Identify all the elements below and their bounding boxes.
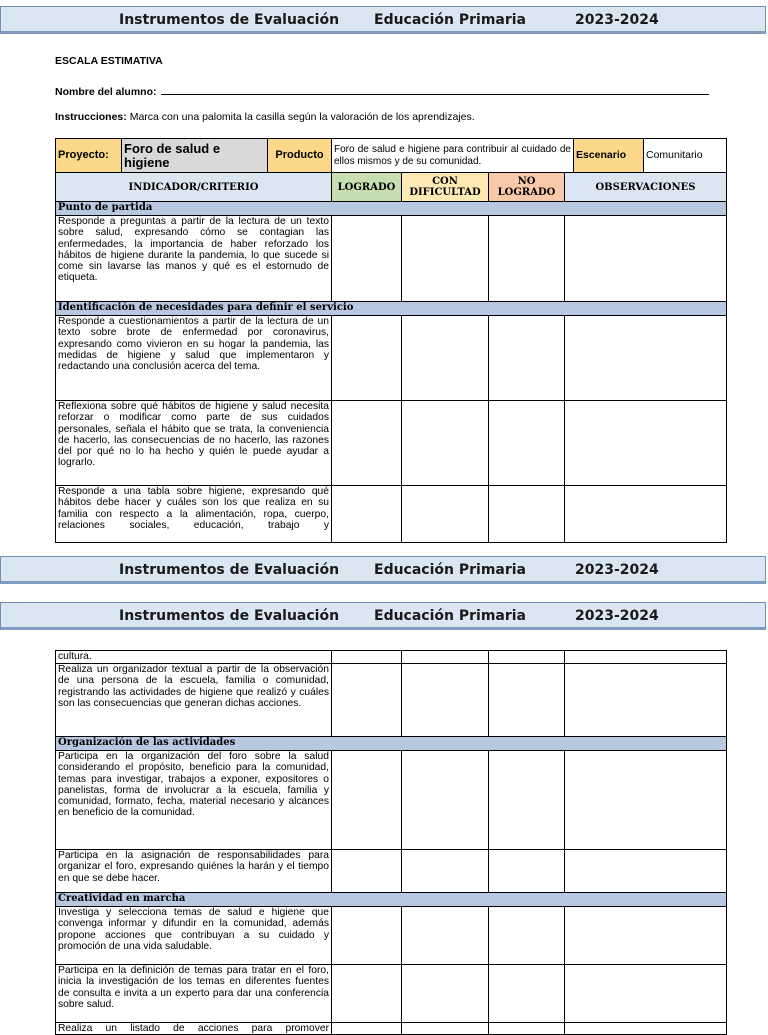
column-header-row [56,173,727,202]
section-row [56,893,727,907]
criterion-text: Participa en la asignación de responsabilidades para organizar el foro, expresando quiénes la harán y el tiempo en que se debe hacer. [56,850,332,893]
achieved-cell[interactable] [332,486,402,543]
instructions-text: Marca con una palomita la casilla según la valoración de los aprendizajes. [129,111,475,123]
observations-cell[interactable] [565,216,727,302]
achieved-cell[interactable] [332,651,402,664]
scale-title: ESCALA ESTIMATIVA [55,55,163,67]
student-name-line [55,84,709,98]
observations-cell[interactable] [565,1023,727,1035]
header-title: Instrumentos de Evaluación [119,608,340,624]
section-row [56,737,727,751]
observations-cell[interactable] [565,486,727,543]
col-observations: OBSERVACIONES [565,173,727,202]
not-achieved-cell[interactable] [489,401,565,486]
not-achieved-cell[interactable] [489,651,565,664]
header-year: 2023-2024 [575,12,659,28]
criterion-text: Participa en la definición de temas para tratar en el foro, inicia la investigación de los temas en diferentes fuentes de consulta e invita a un experto para dar una conferencia sobre salud. [56,965,332,1023]
criterion-text: Realiza un listado de acciones para promover [56,1023,332,1035]
observations-cell[interactable] [565,316,727,401]
evaluation-table-page1 [55,172,727,543]
criterion-text: Reflexiona sobre qué hábitos de higiene y salud necesita reforzar o modificar como parte de sus cuidados personales, señala el hábito que se trata, la conveniencia de hacerlo, las consecuencias de no hacerlo, las razones del por qué no lo ha hecho y quién le puede ayudar a lograrlo. [56,401,332,486]
criterion-text: Responde a una tabla sobre higiene, expresando qué hábitos debe hacer y cuáles son los que realiza en su familia con respecto a la alimentación, ropa, cuerpo, relaciones sociales, educación, trabajo y [56,486,332,543]
section-row [56,202,727,216]
achieved-cell[interactable] [332,1023,402,1035]
criterion-text: Participa en la organización del foro sobre la salud considerando el propósito, beneficio para la comunidad, temas para investigar, trabajos a exponer, expositores o panelistas, forma de involucrar a la escuela, familia y comunidad, formato, fecha, material necesario y alcances en beneficio de la comunidad. [56,751,332,850]
table-row [56,965,727,1023]
criterion-text: cultura. [56,651,332,664]
header-year: 2023-2024 [575,608,659,624]
student-name-field[interactable] [161,84,709,95]
table-row [56,1023,727,1035]
producto-value: Foro de salud e higiene para contribuir al cuidado de ellos mismos y de su comunidad. [332,139,574,173]
criterion-text: Realiza un organizador textual a partir de la observación de una persona de la escuela, familia o comunidad, registrando las actividades de higiene que realizó y cuáles son las consecuencias que generan dichas acciones. [56,664,332,737]
criterion-text: Responde a preguntas a partir de la lectura de un texto sobre salud, expresando cómo se contagian las enfermedades, la importancia de haber reforzado los hábitos de higiene durante la pandemia, lo que sucede si come sin lavarse las manos y qué es el estornudo de etiqueta. [56,216,332,302]
not-achieved-cell[interactable] [489,751,565,850]
student-label: Nombre del alumno: [55,86,157,98]
col-achieved: LOGRADO [332,173,402,202]
page-header [0,6,766,34]
observations-cell[interactable] [565,664,727,737]
section-title: Organización de las actividades [56,737,727,751]
not-achieved-cell[interactable] [489,965,565,1023]
difficulty-cell[interactable] [402,907,489,965]
header-year: 2023-2024 [575,562,659,578]
table-row [56,907,727,965]
difficulty-cell[interactable] [402,486,489,543]
table-row [56,316,727,401]
header-title: Instrumentos de Evaluación [119,562,340,578]
table-row [56,751,727,850]
table-row [56,664,727,737]
difficulty-cell[interactable] [402,1023,489,1035]
col-not-achieved: NO LOGRADO [489,173,565,202]
difficulty-cell[interactable] [402,965,489,1023]
observations-cell[interactable] [565,751,727,850]
not-achieved-cell[interactable] [489,850,565,893]
difficulty-cell[interactable] [402,216,489,302]
project-table [55,138,727,173]
header-title: Instrumentos de Evaluación [119,12,340,28]
header-level: Educación Primaria [374,12,527,28]
observations-cell[interactable] [565,907,727,965]
criterion-text: Investiga y selecciona temas de salud e higiene que convenga informar y difundir en la comunidad, además propone acciones que contribuyan a su cuidado y promoción de una vida saludable. [56,907,332,965]
achieved-cell[interactable] [332,664,402,737]
proyecto-label: Proyecto: [56,139,122,173]
achieved-cell[interactable] [332,907,402,965]
achieved-cell[interactable] [332,401,402,486]
not-achieved-cell[interactable] [489,316,565,401]
table-row [56,401,727,486]
difficulty-cell[interactable] [402,316,489,401]
section-title: Creatividad en marcha [56,893,727,907]
section-title: Identificación de necesidades para definir el servicio [56,302,727,316]
col-difficulty: CON DIFICULTAD [402,173,489,202]
achieved-cell[interactable] [332,751,402,850]
difficulty-cell[interactable] [402,664,489,737]
difficulty-cell[interactable] [402,651,489,664]
table-row [56,850,727,893]
achieved-cell[interactable] [332,316,402,401]
not-achieved-cell[interactable] [489,486,565,543]
instructions-label: Instrucciones: [55,111,127,123]
proyecto-value: Foro de salud e higiene [122,139,268,173]
observations-cell[interactable] [565,401,727,486]
not-achieved-cell[interactable] [489,664,565,737]
difficulty-cell[interactable] [402,751,489,850]
evaluation-table-page2 [55,650,727,1035]
not-achieved-cell[interactable] [489,1023,565,1035]
observations-cell[interactable] [565,651,727,664]
instructions [55,111,475,123]
header-level: Educación Primaria [374,562,527,578]
table-row [56,486,727,543]
criterion-text: Responde a cuestionamientos a partir de la lectura de un texto sobre brote de enfermedad por coronavirus, expresando como vivieron en su hogar la pandemia, las medidas de higiene y salud que implementaron y redactando una conclusión acerca del tema. [56,316,332,401]
difficulty-cell[interactable] [402,850,489,893]
achieved-cell[interactable] [332,850,402,893]
col-indicator: INDICADOR/CRITERIO [56,173,332,202]
not-achieved-cell[interactable] [489,216,565,302]
table-row [56,651,727,664]
section-title: Punto de partida [56,202,727,216]
achieved-cell[interactable] [332,216,402,302]
not-achieved-cell[interactable] [489,907,565,965]
header-level: Educación Primaria [374,608,527,624]
section-row [56,302,727,316]
table-row [56,216,727,302]
page-header [0,602,766,630]
difficulty-cell[interactable] [402,401,489,486]
page-footer-header [0,556,766,584]
escenario-value: Comunitario [644,139,727,173]
escenario-label: Escenario [574,139,644,173]
producto-label: Producto [268,139,332,173]
achieved-cell[interactable] [332,965,402,1023]
observations-cell[interactable] [565,850,727,893]
observations-cell[interactable] [565,965,727,1023]
